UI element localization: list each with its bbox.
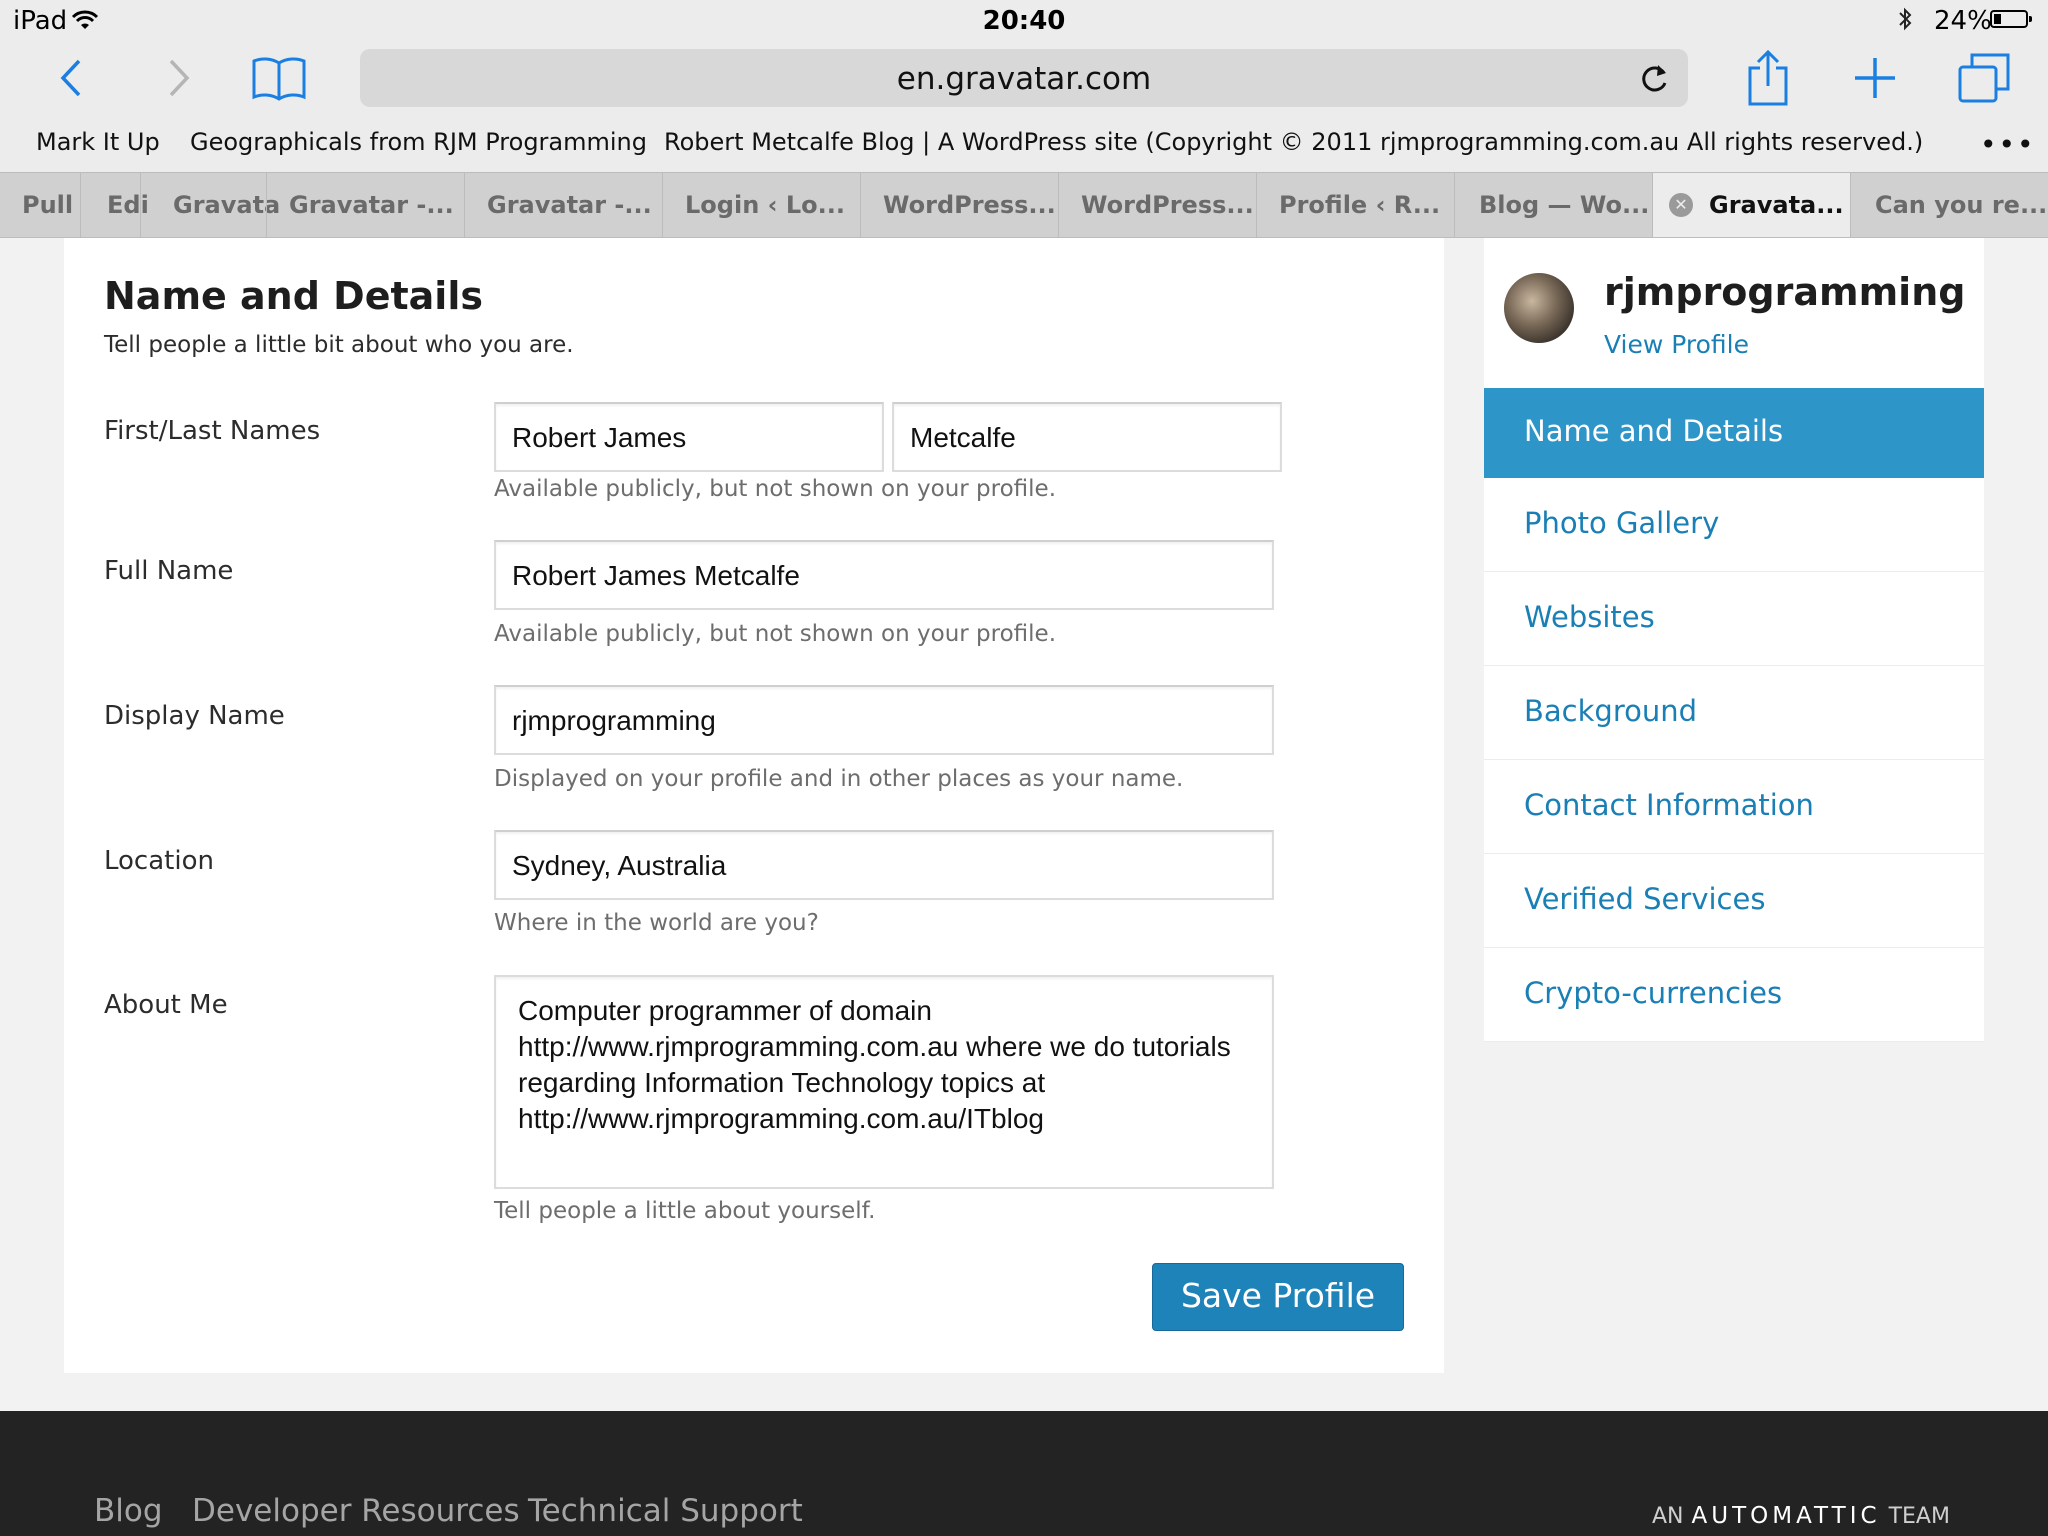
profile-header <box>1484 238 1984 388</box>
automattic-brand[interactable] <box>1652 1503 1950 1529</box>
display-name-input[interactable]: rjmprogramming <box>494 685 1274 755</box>
status-bar <box>0 0 2048 42</box>
bookmarks-book-icon[interactable] <box>250 42 308 114</box>
automattic-logo: AUTOMATTIC <box>1691 1503 1881 1529</box>
tab-bar <box>0 172 2048 238</box>
profile-form-card <box>64 238 1444 1373</box>
location-hint: Where in the world are you? <box>494 910 819 936</box>
about-me-line: http://www.rjmprogramming.com.au/ITblog <box>518 1103 1044 1134</box>
more-bookmarks-icon[interactable]: ••• <box>1980 128 2036 161</box>
names-hint: Available publicly, but not shown on your profile. <box>494 476 1057 502</box>
bluetooth-icon <box>1897 6 1913 39</box>
footer <box>0 1411 2048 1536</box>
browser-tab-active[interactable] <box>1652 173 1850 237</box>
url-text: en.gravatar.com <box>896 61 1152 97</box>
sidebar-item-label: Websites <box>1524 600 1655 634</box>
carrier-label: iPad <box>13 6 68 36</box>
tab-label: Login ‹ Lo... <box>685 191 846 219</box>
page-content <box>0 238 2048 1536</box>
footer-link-technical-support[interactable]: Technical Support <box>528 1493 803 1529</box>
browser-tab[interactable] <box>140 173 281 237</box>
bookmark-item[interactable]: Robert Metcalfe Blog | A WordPress site (Copyright © 2011 rjmprogramming.com.au All rights reserved.) <box>664 128 1924 156</box>
browser-tab[interactable] <box>266 173 464 237</box>
last-name-input[interactable]: Metcalfe <box>892 402 1282 472</box>
about-me-hint: Tell people a little about yourself. <box>494 1198 876 1224</box>
browser-tab[interactable] <box>464 173 662 237</box>
view-profile-link[interactable]: View Profile <box>1604 330 1750 359</box>
sidebar-item-label: Contact Information <box>1524 788 1814 822</box>
browser-tab[interactable] <box>1256 173 1454 237</box>
tab-label: Gravata... <box>1709 191 1844 219</box>
address-bar[interactable] <box>360 49 1688 107</box>
sidebar-menu <box>1484 388 1984 1042</box>
browser-tab[interactable] <box>1058 173 1256 237</box>
sidebar-item-name-and-details[interactable] <box>1484 388 1984 478</box>
battery-percent: 24% <box>1934 6 1992 36</box>
sidebar-item-crypto-currencies[interactable] <box>1484 948 1984 1042</box>
display-name-hint: Displayed on your profile and in other places as your name. <box>494 766 1184 792</box>
about-me-line: http://www.rjmprogramming.com.au where we do tutorials <box>518 1031 1231 1062</box>
full-name-hint: Available publicly, but not shown on your profile. <box>494 621 1057 647</box>
sidebar-item-label: Name and Details <box>1524 414 1784 448</box>
tab-label: Gravata <box>173 191 281 219</box>
full-name-input[interactable]: Robert James Metcalfe <box>494 540 1274 610</box>
sidebar-item-verified-services[interactable] <box>1484 854 1984 948</box>
tab-label: WordPress... <box>1081 191 1254 219</box>
close-tab-icon[interactable]: ✕ <box>1669 193 1693 217</box>
sidebar-item-contact-information[interactable] <box>1484 760 1984 854</box>
first-name-input[interactable]: Robert James <box>494 402 884 472</box>
browser-tab[interactable] <box>860 173 1058 237</box>
bookmark-item[interactable]: Geographicals from RJM Programming <box>190 128 647 156</box>
footer-link-developer-resources[interactable]: Developer Resources <box>192 1493 520 1529</box>
location-label: Location <box>104 846 214 876</box>
back-icon[interactable] <box>50 42 90 114</box>
sidebar-item-label: Crypto-currencies <box>1524 976 1783 1010</box>
tab-label: Pull <box>22 191 74 219</box>
about-me-line: Computer programmer of domain <box>518 995 932 1026</box>
new-tab-plus-icon[interactable] <box>1852 42 1898 114</box>
browser-tab[interactable] <box>0 173 80 237</box>
browser-toolbar <box>0 42 2048 116</box>
full-name-label: Full Name <box>104 556 234 586</box>
browser-tab[interactable] <box>662 173 860 237</box>
display-name-label: Display Name <box>104 701 285 731</box>
names-label: First/Last Names <box>104 416 321 446</box>
share-icon[interactable] <box>1746 42 1790 114</box>
brand-suffix: TEAM <box>1888 1504 1950 1529</box>
bookmark-item[interactable]: Mark It Up <box>36 128 160 156</box>
page-title: Name and Details <box>104 274 483 318</box>
sidebar-item-background[interactable] <box>1484 666 1984 760</box>
profile-username: rjmprogramming <box>1604 270 1966 314</box>
tab-label: Can you re... <box>1875 191 2048 219</box>
sidebar-item-photo-gallery[interactable] <box>1484 478 1984 572</box>
tabs-overview-icon[interactable] <box>1958 42 2010 114</box>
sidebar-item-label: Photo Gallery <box>1524 506 1720 540</box>
page-subtitle: Tell people a little bit about who you are. <box>104 332 574 358</box>
browser-tab[interactable] <box>1850 173 2048 237</box>
sidebar-item-websites[interactable] <box>1484 572 1984 666</box>
about-me-line: regarding Information Technology topics at <box>518 1067 1046 1098</box>
tab-label: Edi <box>107 191 149 219</box>
sidebar-item-label: Verified Services <box>1524 882 1766 916</box>
bookmarks-bar <box>0 116 2048 172</box>
tab-label: Gravatar -... <box>487 191 652 219</box>
browser-tab[interactable] <box>80 173 149 237</box>
tab-label: Profile ‹ R... <box>1279 191 1441 219</box>
battery-icon <box>1990 10 2028 28</box>
reload-icon[interactable] <box>1638 61 1670 99</box>
tab-label: WordPress... <box>883 191 1056 219</box>
footer-link-blog[interactable]: Blog <box>94 1493 163 1529</box>
avatar[interactable] <box>1504 273 1574 343</box>
browser-tab[interactable] <box>1454 173 1652 237</box>
tab-label: Blog — Wo... <box>1479 191 1650 219</box>
sidebar-item-label: Background <box>1524 694 1698 728</box>
save-profile-button[interactable]: Save Profile <box>1152 1263 1404 1331</box>
brand-prefix: AN <box>1652 1504 1684 1529</box>
location-input[interactable]: Sydney, Australia <box>494 830 1274 900</box>
about-me-label: About Me <box>104 990 228 1020</box>
forward-icon[interactable] <box>160 42 200 114</box>
about-me-textarea[interactable] <box>494 975 1274 1189</box>
tab-label: Gravatar -... <box>289 191 454 219</box>
clock: 20:40 <box>982 6 1066 36</box>
